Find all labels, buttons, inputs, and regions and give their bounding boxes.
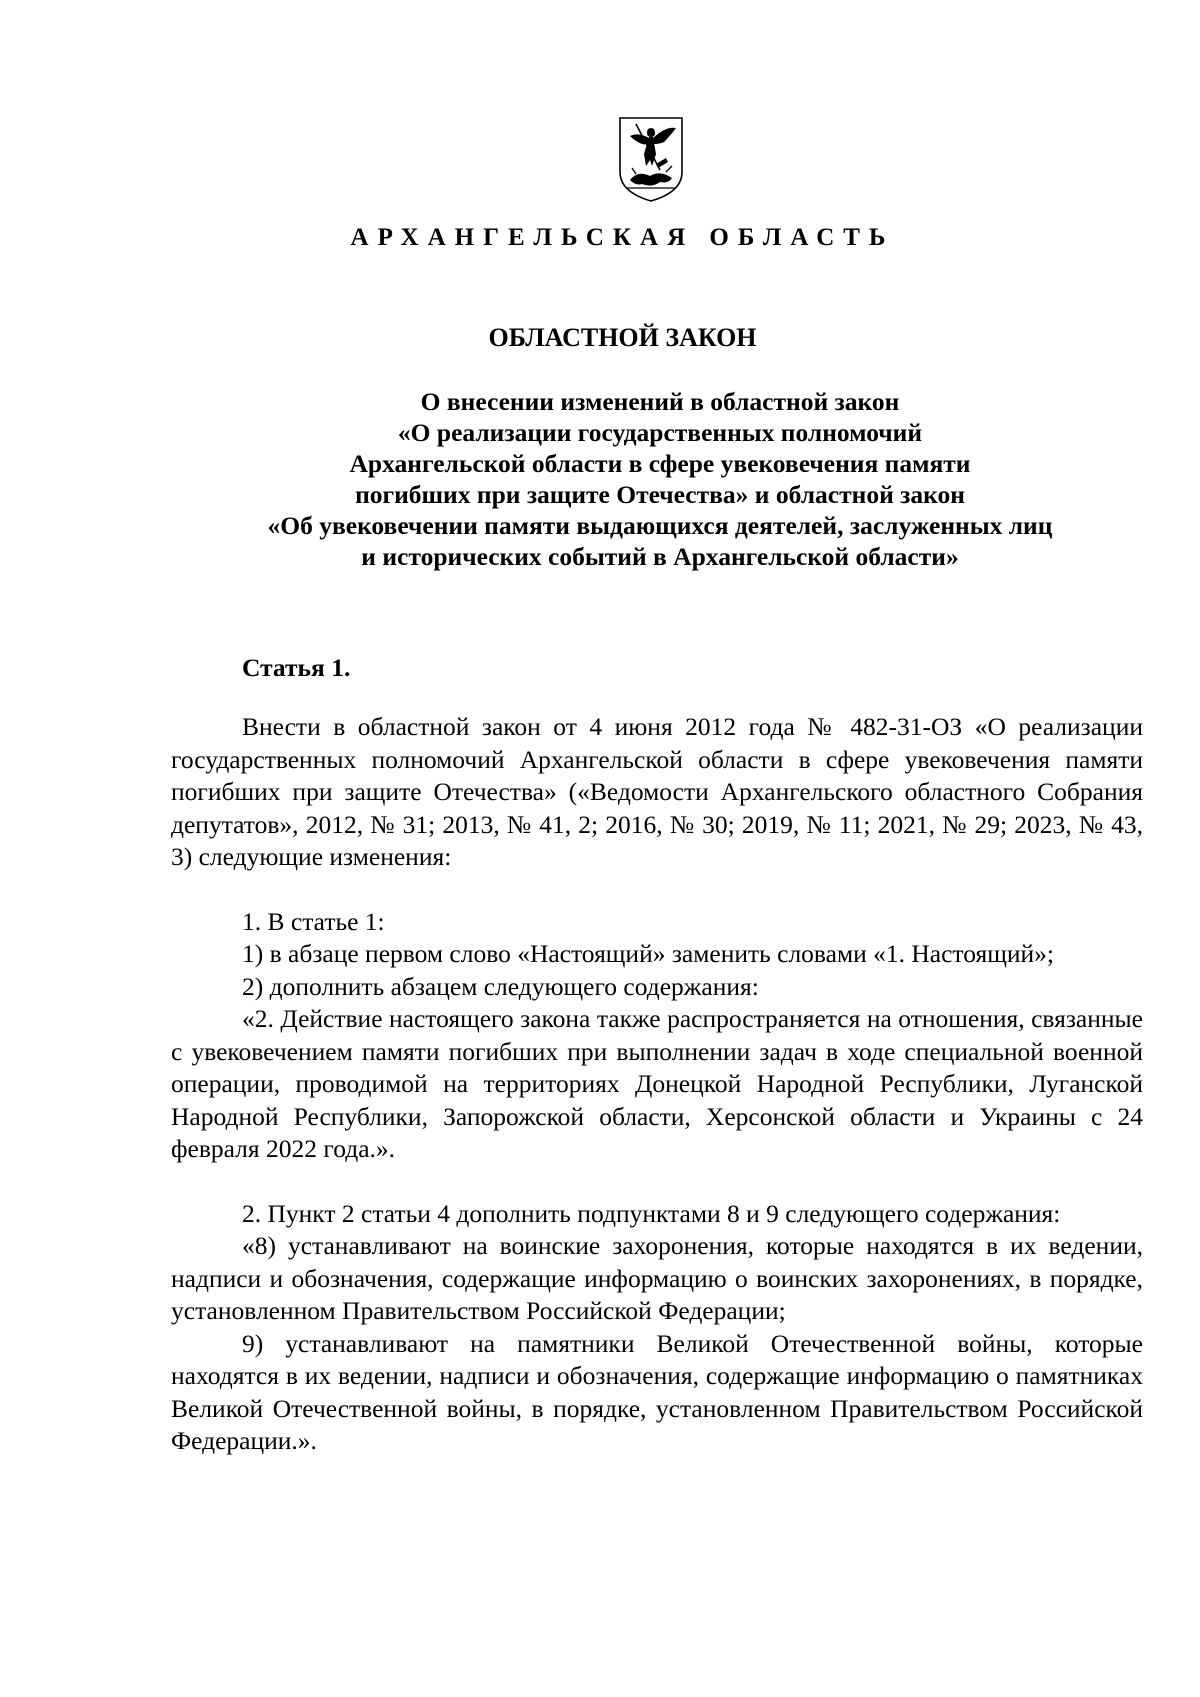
law-type: ОБЛАСТНОЙ ЗАКОН bbox=[488, 323, 757, 352]
law-title-line: «Об увековечении памяти выдающихся деятелей, заслуженных лиц bbox=[267, 511, 1053, 540]
law-title-line: и исторических событий в Архангельской области» bbox=[361, 542, 959, 571]
paragraph-item-2-8: «8) устанавливают на воинские захоронения, которые находятся в их ведении, надписи и обозначения, содержащие информацию о воинских захоронениях, в порядке, установленном Правительством Российской Федерации; bbox=[171, 1231, 1143, 1325]
paragraph-item-2-9: 9) устанавливают на памятники Великой Отечественной войны, которые находятся в их ведении, надписи и обозначения, содержащие информацию о памятниках Великой Отечественной войны, в порядке, установленном Правительством Российской Федерации.». bbox=[171, 1328, 1143, 1455]
law-title-line: «О реализации государственных полномочий bbox=[397, 418, 923, 447]
paragraph-item-2: 2. Пункт 2 статьи 4 дополнить подпунктами 8 и 9 следующего содержания: bbox=[242, 1198, 1061, 1228]
article-heading: Статья 1. bbox=[242, 653, 351, 682]
coat-of-arms-icon bbox=[616, 114, 686, 204]
law-title bbox=[170, 386, 1150, 572]
paragraph-item-1-2-text: «2. Действие настоящего закона также распространяется на отношения, связанные с увековечением памяти погибших при выполнении задач в ходе специальной военной операции, проводимой на территориях Донецкой Народной Республики, Луганской Народной Республики, Запорожской области, Херсонской области и Украины с 24 февраля 2022 года.». bbox=[171, 1004, 1143, 1163]
paragraph-item-1-2: 2) дополнить абзацем следующего содержания: bbox=[242, 971, 759, 1001]
paragraph-amendment-intro: Внести в областной закон от 4 июня 2012 года № 482-31-ОЗ «О реализации государственных полномочий Архангельской области в сфере увековечения памяти погибших при защите Отечества» («Ведомости Архангельского областного Собрания депутатов», 2012, № 31; 2013, № 41, 2; 2016, № 30; 2019, № 11; 2021, № 29; 2023, № 43, 3) следующие изменения: bbox=[171, 712, 1143, 871]
article-body bbox=[171, 711, 1143, 1458]
law-title-line: О внесении изменений в областной закон bbox=[420, 387, 900, 416]
region-name: АРХАНГЕЛЬСКАЯ ОБЛАСТЬ bbox=[350, 224, 895, 251]
paragraph-item-1-1: 1) в абзаце первом слово «Настоящий» заменить словами «1. Настоящий»; bbox=[242, 939, 1054, 968]
law-title-line: погибших при защите Отечества» и областной закон bbox=[355, 480, 965, 509]
paragraph-item-1: 1. В статье 1: bbox=[242, 906, 385, 936]
law-title-line: Архангельской области в сфере увековечения памяти bbox=[349, 449, 971, 478]
